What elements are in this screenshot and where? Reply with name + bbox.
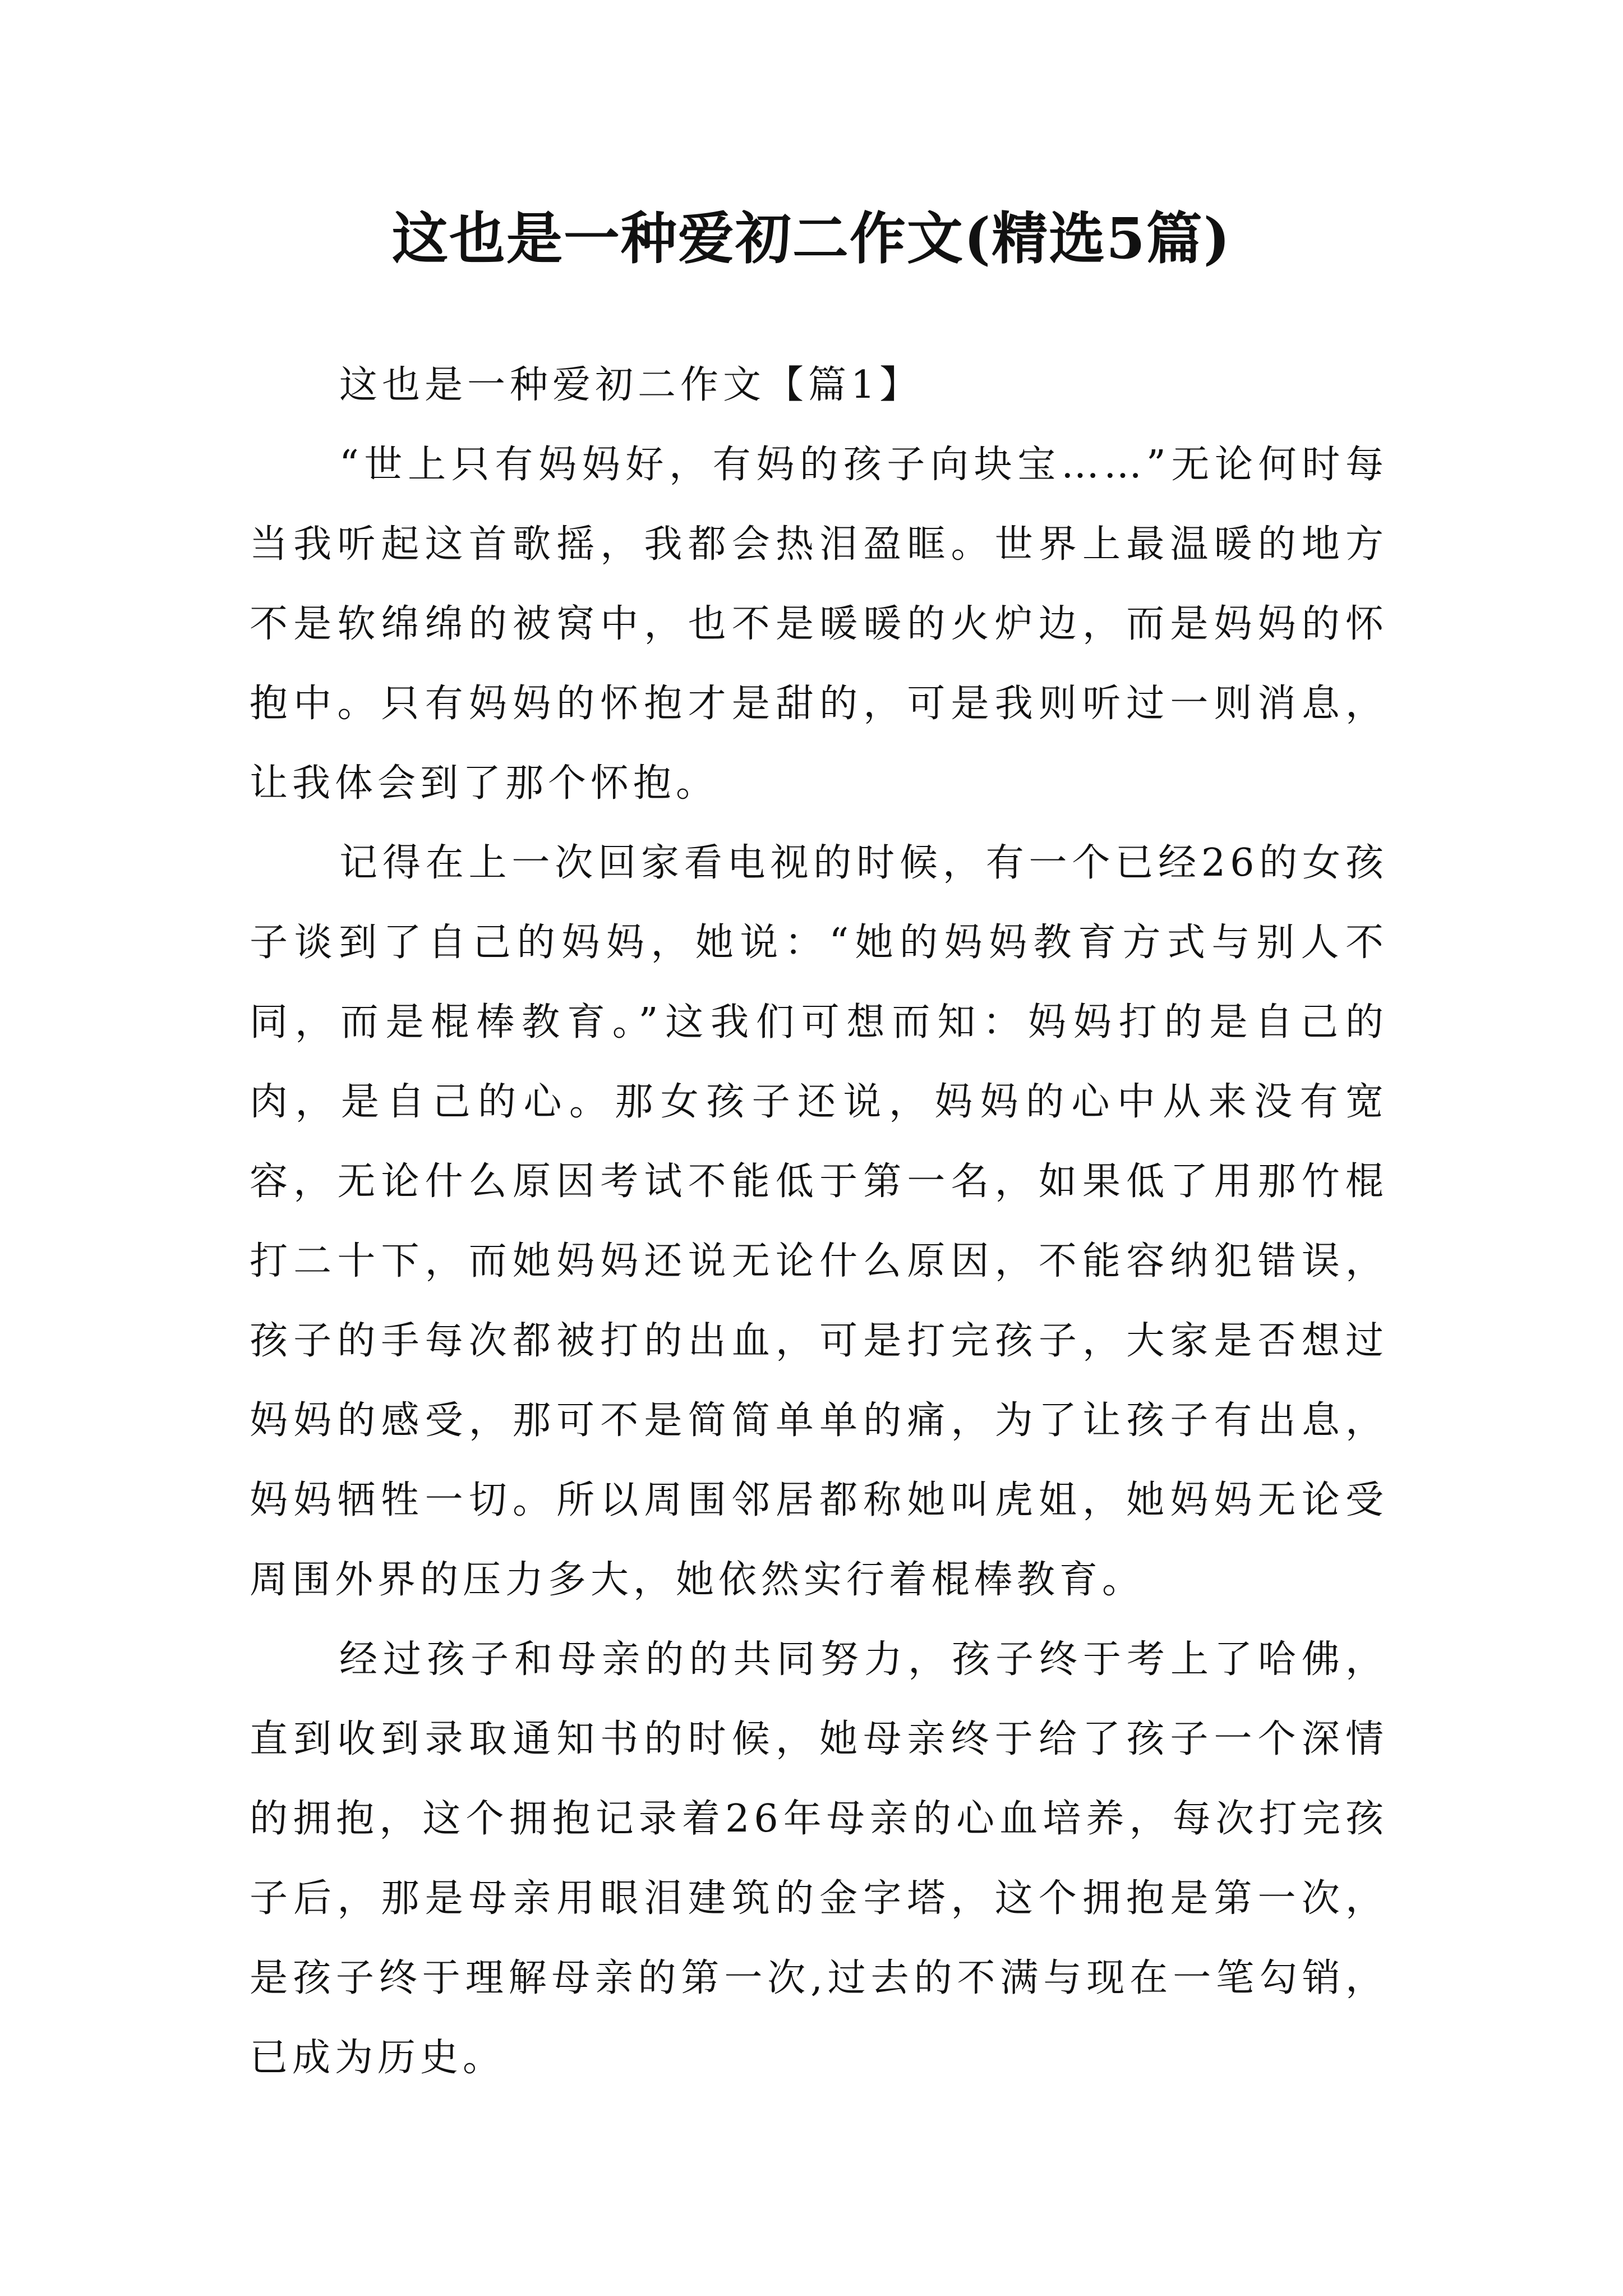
paragraph: “世上只有妈妈好，有妈的孩子向块宝……”无论何时每当我听起这首歌摇，我都会热泪盈眶。世界上最温暖的地方不是软绵绵的被窝中，也不是暖暖的火炉边，而是妈妈的怀抱中。只有妈妈的怀抱才是甜的，可是我则听过一则消息，让我体会到了那个怀抱。 [250, 443, 1388, 806]
section-heading: 这也是一种爱初二作文【篇1】 [339, 363, 923, 407]
paragraph: 经过孩子和母亲的的共同努力，孩子终于考上了哈佛，直到收到录取通知书的时候，她母亲终于给了孩子一个深情的拥抱，这个拥抱记录着26年母亲的心血培养，每次打完孩子后，那是母亲用眼泪建筑的金字塔，这个拥抱是第一次，是孩子终于理解母亲的第一次,过去的不满与现在一笔勾销，已成为历史。 [250, 1637, 1388, 2080]
document-title: 这也是一种爱初二作文(精选5篇) [391, 205, 1232, 272]
paragraph: 记得在上一次回家看电视的时候，有一个已经26的女孩子谈到了自己的妈妈，她说：“她的妈妈教育方式与别人不同，而是棍棒教育。”这我们可想而知：妈妈打的是自己的肉，是自己的心。那女孩子还说，妈妈的心中从来没有宽容，无论什么原因考试不能低于第一名，如果低了用那竹棍打二十下，而她妈妈还说无论什么原因，不能容纳犯错误，孩子的手每次都被打的出血，可是打完孩子，大家是否想过妈妈的感受，那可不是简简单单的痛，为了让孩子有出息，妈妈牺牲一切。所以周围邻居都称她叫虎姐，她妈妈无论受周围外界的压力多大，她依然实行着棍棒教育。 [250, 841, 1388, 1602]
document-body [250, 346, 1388, 2098]
